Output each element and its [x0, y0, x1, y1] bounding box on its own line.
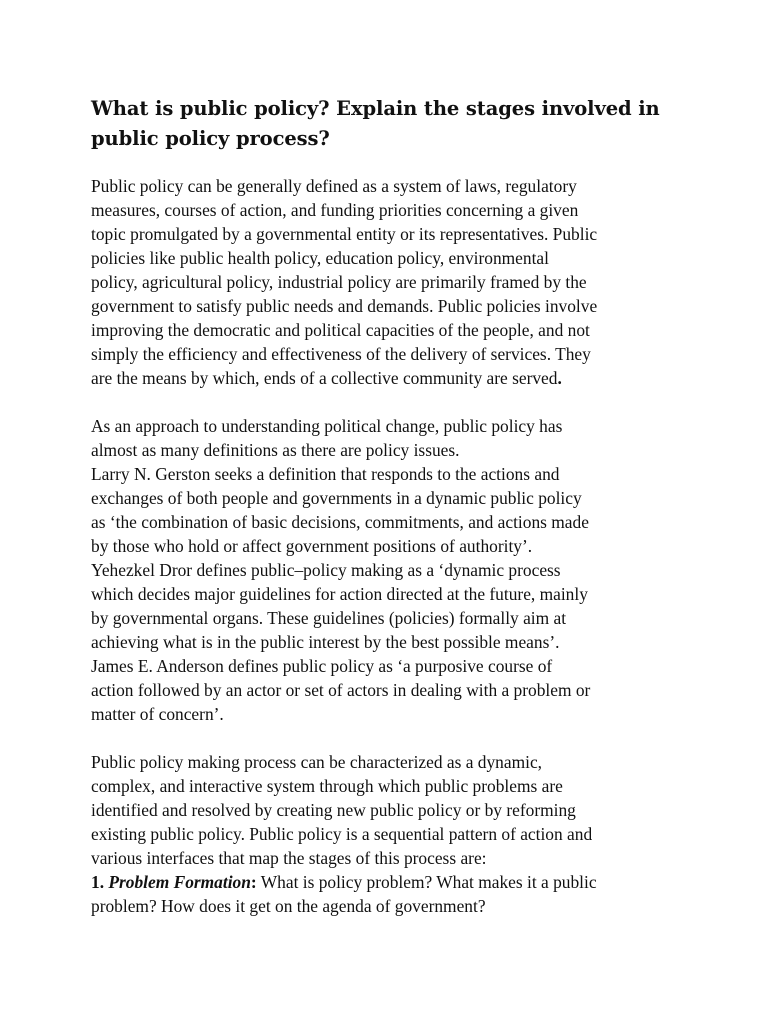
text-line: government to satisfy public needs and demands. Public policies involve: [91, 296, 598, 316]
text-line: simply the efficiency and effectiveness of the delivery of services. They: [91, 344, 591, 364]
paragraph-spacer: [91, 726, 701, 750]
text-line: various interfaces that map the stages of this process are:: [91, 848, 487, 868]
text-line: [91, 366, 701, 390]
text-line: policy, agricultural policy, industrial policy are primarily framed by the: [91, 272, 587, 292]
stage-1-line: [91, 870, 701, 894]
paragraph-process: [91, 750, 701, 918]
title-line: What is public policy? Explain the stages involved in: [91, 97, 660, 120]
document-page: [91, 94, 701, 918]
text-line: by those who hold or affect government positions of authority’.: [91, 536, 533, 556]
text-line: Larry N. Gerston seeks a definition that responds to the actions and: [91, 464, 560, 484]
stage-name: Problem Formation: [108, 872, 251, 892]
document-title: [91, 94, 701, 154]
text-line: complex, and interactive system through which public problems are: [91, 776, 563, 796]
paragraph-definitions-by-authors: [91, 414, 701, 726]
text-line: James E. Anderson defines public policy as ‘a purposive course of: [91, 656, 553, 676]
text-line: problem? How does it get on the agenda of government?: [91, 896, 486, 916]
text-line: achieving what is in the public interest by the best possible means’.: [91, 632, 560, 652]
stage-description: What is policy problem? What makes it a public: [256, 872, 597, 892]
paragraph-spacer: [91, 390, 701, 414]
text-line: as ‘the combination of basic decisions, commitments, and actions made: [91, 512, 589, 532]
text-line: by governmental organs. These guidelines (policies) formally aim at: [91, 608, 567, 628]
text-line: improving the democratic and political capacities of the people, and not: [91, 320, 590, 340]
text-run: are the means by which, ends of a collective community are served: [91, 368, 558, 388]
text-line: Yehezkel Dror defines public–policy making as a ‘dynamic process: [91, 560, 561, 580]
text-line: existing public policy. Public policy is a sequential pattern of action and: [91, 824, 593, 844]
text-line: identified and resolved by creating new public policy or by reforming: [91, 800, 576, 820]
text-line: exchanges of both people and governments in a dynamic public policy: [91, 488, 582, 508]
text-line: Public policy making process can be characterized as a dynamic,: [91, 752, 543, 772]
paragraph-definition: [91, 174, 701, 390]
stage-colon: :: [250, 872, 257, 892]
title-line: public policy process?: [91, 127, 330, 150]
text-line: almost as many definitions as there are policy issues.: [91, 440, 460, 460]
text-line: topic promulgated by a governmental entity or its representatives. Public: [91, 224, 598, 244]
text-line: Public policy can be generally defined as a system of laws, regulatory: [91, 176, 577, 196]
stage-number: 1.: [91, 872, 109, 892]
text-line: policies like public health policy, education policy, environmental: [91, 248, 549, 268]
text-line: As an approach to understanding political change, public policy has: [91, 416, 563, 436]
text-line: action followed by an actor or set of actors in dealing with a problem or: [91, 680, 591, 700]
bold-period: .: [557, 368, 562, 388]
text-line: matter of concern’.: [91, 704, 224, 724]
text-line: which decides major guidelines for action directed at the future, mainly: [91, 584, 588, 604]
text-line: measures, courses of action, and funding priorities concerning a given: [91, 200, 579, 220]
